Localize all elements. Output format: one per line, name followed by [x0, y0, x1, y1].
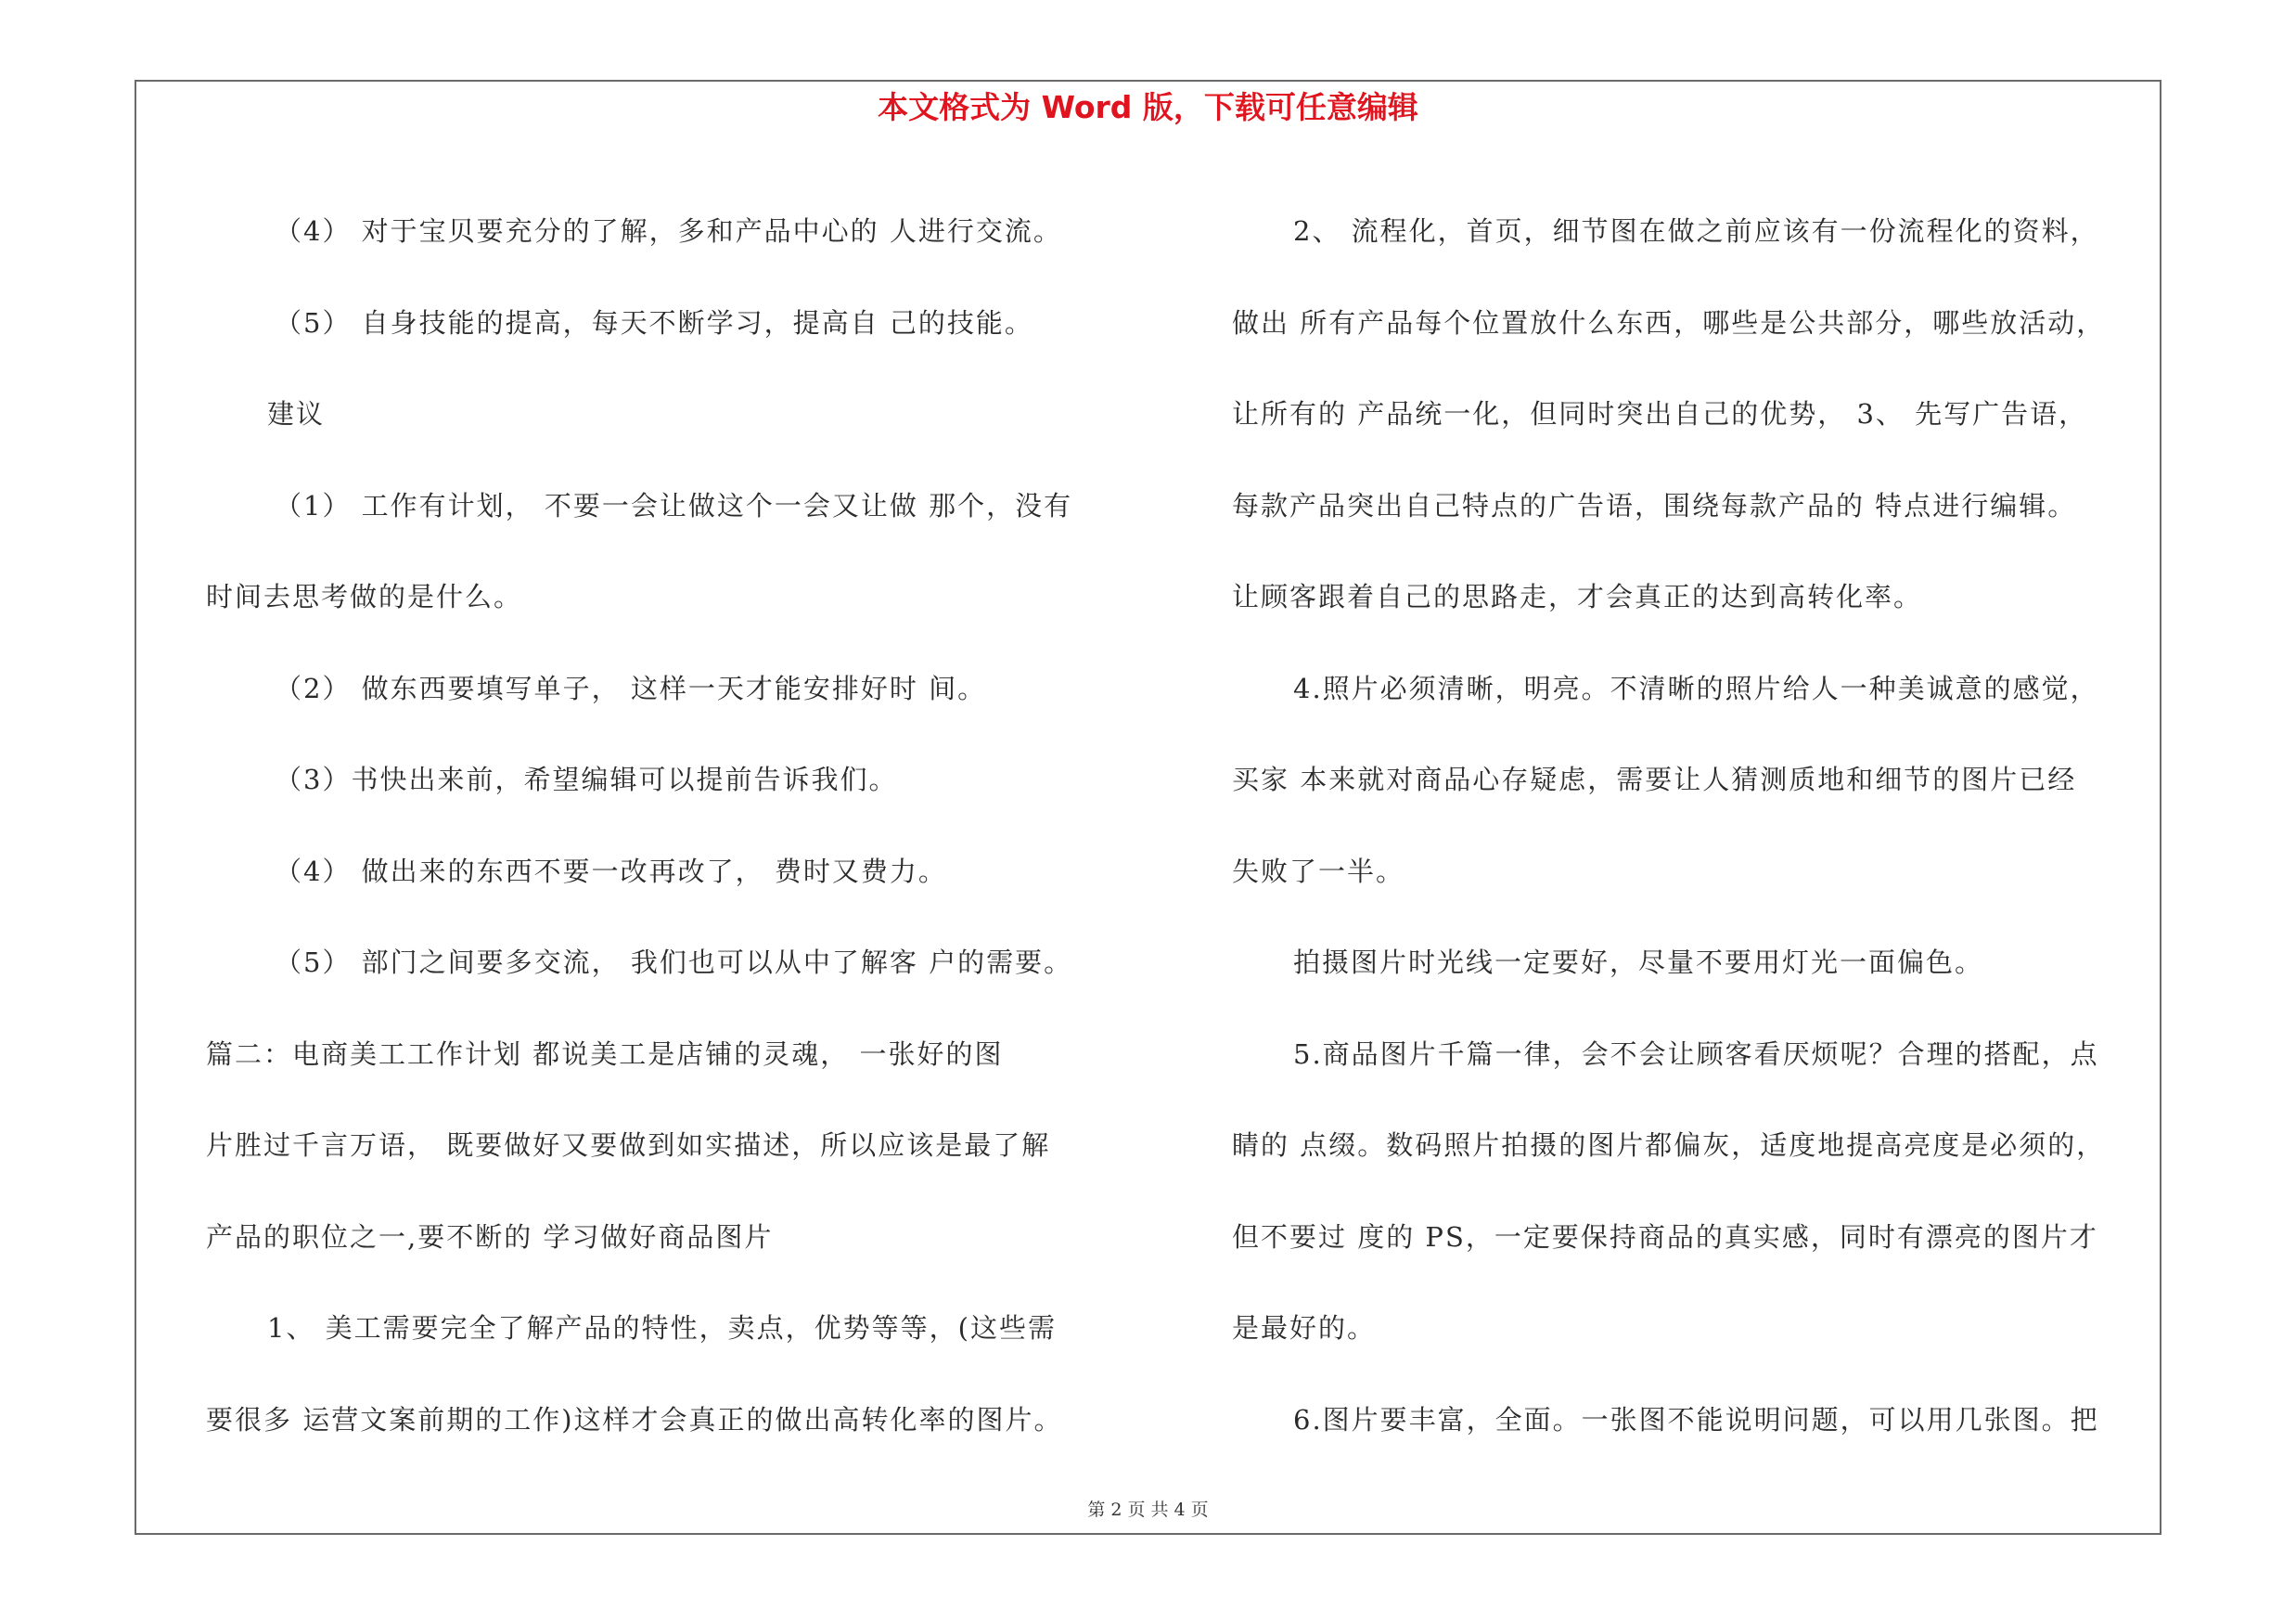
text-line: （4） 做出来的东西不要一改再改了， 费时又费力。: [275, 855, 947, 887]
text-line: 睛的 点缀。数码照片拍摄的图片都偏灰，适度地提高亮度是必须的，: [1232, 1129, 2106, 1161]
text-line: 1、 美工需要完全了解产品的特性，卖点，优势等等，(这些需: [267, 1312, 1057, 1344]
text-line: 但不要过 度的 PS，一定要保持商品的真实感，同时有漂亮的图片才: [1232, 1220, 2098, 1253]
text-line: 每款产品突出自己特点的广告语，围绕每款产品的 特点进行编辑。: [1232, 489, 2077, 522]
text-line: 2、 流程化，首页，细节图在做之前应该有一份流程化的资料，: [1293, 215, 2099, 247]
text-line: （2） 做东西要填写单子， 这样一天才能安排好时 间。: [275, 672, 987, 704]
text-line: （5） 部门之间要多交流， 我们也可以从中了解客 户的需要。: [275, 947, 1073, 978]
text-line: 买家 本来就对商品心存疑虑，需要让人猜测质地和细节的图片已经: [1232, 764, 2077, 795]
text-line: 让顾客跟着自己的思路走，才会真正的达到高转化率。: [1232, 581, 1923, 612]
format-banner: 本文格式为 Word 版，下载可任意编辑: [878, 89, 1418, 125]
text-line: 5.商品图片千篇一律，会不会让顾客看厌烦呢？合理的搭配，点: [1293, 1037, 2099, 1070]
text-line: 时间去思考做的是什么。: [206, 581, 523, 612]
text-line: 失败了一半。: [1232, 855, 1405, 887]
text-line: （4） 对于宝贝要充分的了解，多和产品中心的 人进行交流。: [275, 215, 1062, 247]
left-column: [206, 186, 1134, 1465]
text-line: 篇二：电商美工工作计划 都说美工是店铺的灵魂， 一张好的图: [206, 1037, 1004, 1070]
text-line: 片胜过千言万语， 既要做好又要做到如实描述，所以应该是最了解: [206, 1129, 1051, 1161]
right-column: [1232, 186, 2160, 1465]
text-line: 6.图片要丰富，全面。一张图不能说明问题，可以用几张图。把: [1293, 1403, 2099, 1436]
text-line: 做出 所有产品每个位置放什么东西，哪些是公共部分，哪些放活动，: [1232, 306, 2106, 339]
text-line: 要很多 运营文案前期的工作)这样才会真正的做出高转化率的图片。: [206, 1403, 1063, 1436]
text-line: 4.照片必须清晰，明亮。不清晰的照片给人一种美诚意的感觉，: [1293, 672, 2099, 704]
text-line: 拍摄图片时光线一定要好，尽量不要用灯光一面偏色。: [1293, 947, 1984, 978]
text-line: （3）书快出来前，希望编辑可以提前告诉我们。: [275, 764, 898, 795]
text-line: 是最好的。: [1232, 1312, 1377, 1344]
text-line: 产品的职位之一,要不断的 学习做好商品图片: [206, 1220, 774, 1253]
text-line: 让所有的 产品统一化，但同时突出自己的优势， 3、 先写广告语，: [1232, 398, 2088, 430]
section-heading: 建议: [267, 398, 326, 430]
text-line: （5） 自身技能的提高，每天不断学习，提高自 己的技能。: [275, 306, 1033, 339]
text-line: （1） 工作有计划， 不要一会让做这个一会又让做 那个，没有: [275, 489, 1073, 522]
page-number: 第 2 页 共 4 页: [1087, 1500, 1209, 1520]
